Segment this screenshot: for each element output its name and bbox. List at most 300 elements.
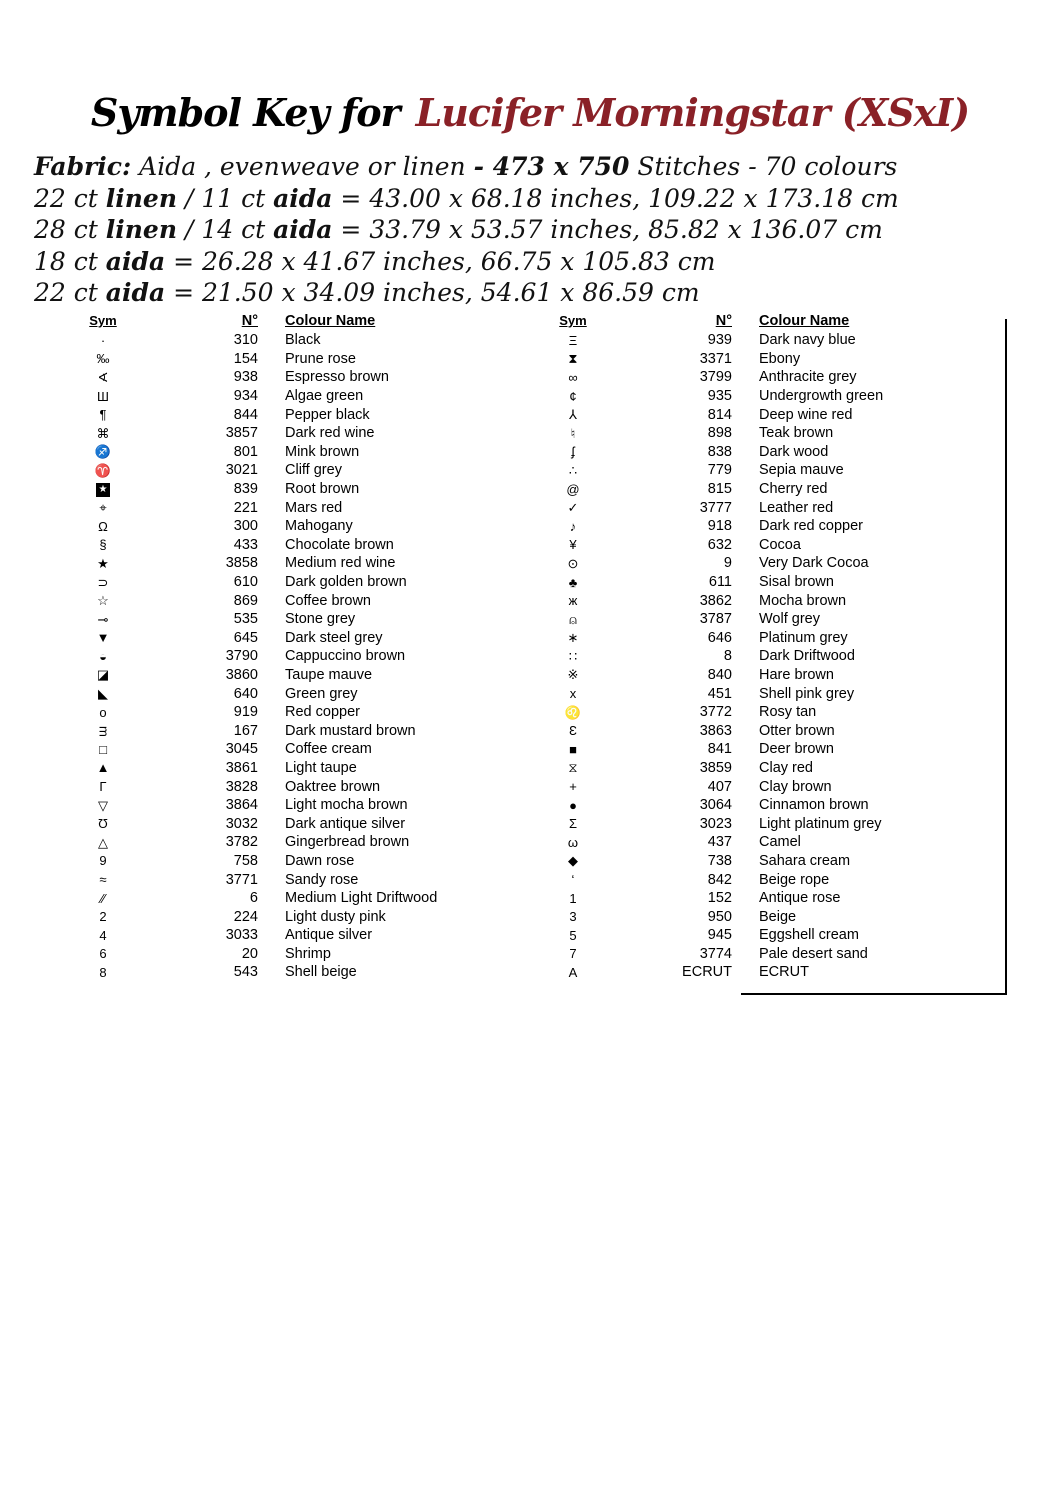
colour-name-cell: Cliff grey [285, 462, 342, 479]
symbol-cell: ✓ [567, 500, 579, 516]
table-row [528, 629, 1010, 648]
table-row [528, 610, 1010, 629]
symbol-cell: ∞ [568, 369, 578, 385]
number-cell: 6 [249, 890, 258, 907]
table-row [528, 424, 1010, 443]
colour-name-cell: Taupe mauve [285, 666, 373, 683]
symbol-cell: ※ [567, 667, 579, 683]
number-cell: 3859 [699, 759, 732, 776]
number-cell: 945 [707, 927, 732, 944]
number-cell: 611 [708, 574, 732, 591]
table-row [58, 405, 510, 424]
colour-name-cell: Espresso brown [285, 369, 389, 386]
fabric-line-summary [34, 151, 899, 183]
symbol-cell: ‘ [571, 872, 575, 888]
table-row [528, 852, 1010, 871]
number-cell: 814 [707, 406, 732, 423]
symbol-cell: ■ [569, 741, 577, 757]
colour-name-cell: Dark mustard brown [285, 722, 416, 739]
number-cell: 758 [233, 852, 258, 869]
colour-name-cell: Clay brown [759, 778, 832, 795]
number-cell: 842 [707, 871, 732, 888]
symbol-cell: ◆ [568, 853, 578, 869]
symbol-cell: 8 [99, 964, 107, 980]
symbol-cell: ★ [58, 481, 148, 497]
colour-name-cell: Oaktree brown [285, 778, 381, 795]
table-row [528, 498, 1010, 517]
table-row [528, 368, 1010, 387]
colour-name-cell: Otter brown [759, 722, 835, 739]
number-cell: 844 [233, 406, 258, 423]
table-row [58, 926, 510, 945]
table-row [528, 796, 1010, 815]
number-cell: 3857 [225, 425, 258, 442]
colour-name-cell: Leather red [759, 499, 834, 516]
symbol-cell: 4 [99, 927, 107, 943]
symbol-cell: 6 [99, 946, 107, 962]
table-row [58, 629, 510, 648]
symbol-cell: ¥ [569, 537, 577, 553]
colour-name-cell: Mars red [285, 499, 343, 516]
table-row [58, 424, 510, 443]
symbol-cell: 1 [569, 890, 577, 906]
symbol-cell: △ [98, 834, 108, 850]
table-row [528, 666, 1010, 685]
symbol-cell: Ш [97, 388, 109, 404]
symbol-cell: ☆ [97, 593, 109, 609]
table-row [58, 610, 510, 629]
number-cell: 918 [707, 518, 732, 535]
number-cell: 3782 [225, 834, 258, 851]
number-cell: 898 [707, 425, 732, 442]
symbol-cell: ♈ [94, 462, 112, 478]
colour-name-cell: Cherry red [759, 481, 828, 498]
swatch-column-bottom-border [741, 993, 1007, 995]
page-title-black: Symbol Key for [90, 90, 400, 135]
symbol-cell: ⊸ [97, 611, 109, 627]
symbol-cell: ∢ [97, 369, 109, 385]
colour-name-cell: ECRUT [759, 964, 809, 981]
number-cell: 3045 [225, 741, 258, 758]
symbol-cell: ♮ [570, 425, 576, 441]
colour-name-cell: Clay red [759, 759, 813, 776]
number-cell: 3861 [225, 759, 258, 776]
symbol-cell: ♪ [569, 518, 577, 534]
symbol-cell: 3 [569, 909, 577, 925]
table-row [528, 814, 1010, 833]
table-row [58, 666, 510, 685]
colour-name-cell: Light taupe [285, 759, 357, 776]
number-cell: 535 [233, 611, 258, 628]
number-cell: 3021 [225, 462, 258, 479]
colour-name-cell: Cinnamon brown [759, 797, 869, 814]
table-row [528, 554, 1010, 573]
colour-name-cell: Dark antique silver [285, 815, 406, 832]
text-segment: aida [273, 215, 333, 244]
colour-name-cell: Wolf grey [759, 611, 820, 628]
table-row [528, 963, 1010, 982]
symbol-cell: ♣ [568, 574, 578, 590]
number-cell: 646 [707, 629, 732, 646]
table-row [528, 405, 1010, 424]
table-row [528, 721, 1010, 740]
table-row [528, 331, 1010, 350]
colour-name-cell: Green grey [285, 685, 358, 702]
symbol-cell: ≈ [99, 872, 107, 888]
number-cell: 20 [241, 945, 258, 962]
colour-name-cell: Stone grey [285, 611, 356, 628]
symbol-cell: Σ [568, 816, 578, 832]
text-segment: linen [105, 183, 178, 213]
number-cell: 935 [707, 388, 732, 405]
table-row [528, 945, 1010, 964]
header-number: N° [241, 312, 258, 329]
number-cell: 3864 [225, 797, 258, 814]
table-row [58, 517, 510, 536]
number-cell: 407 [707, 778, 732, 795]
number-cell: 3371 [699, 350, 732, 367]
text-segment: 18 ct [34, 246, 106, 276]
colour-name-cell: Eggshell cream [759, 927, 859, 944]
text-segment: / 11 ct [177, 183, 274, 213]
number-cell: 3771 [225, 871, 258, 888]
number-cell: 3799 [699, 369, 732, 386]
table-row [58, 573, 510, 592]
colour-name-cell: Shell pink grey [759, 685, 855, 702]
symbol-cell: 7 [569, 946, 577, 962]
colour-name-cell: Dark wood [759, 443, 829, 460]
header-colour-name: Colour Name [759, 312, 850, 329]
number-cell: 451 [707, 685, 732, 702]
colour-name-cell: Chocolate brown [285, 536, 394, 553]
symbol-cell: ω [567, 834, 579, 850]
table-row [58, 368, 510, 387]
symbol-cell: Γ [99, 779, 107, 795]
number-cell: 738 [707, 852, 732, 869]
symbol-cell: ‰ [96, 351, 110, 367]
symbol-cell: ⊙ [567, 555, 579, 571]
symbol-cell: ¶ [99, 407, 107, 423]
colour-name-cell: Dark red wine [285, 425, 375, 442]
number-cell: 815 [707, 481, 732, 498]
table-row [58, 814, 510, 833]
symbol-table-right [528, 310, 1010, 982]
colour-name-cell: Dark Driftwood [759, 648, 855, 665]
page-title [0, 90, 1060, 135]
number-cell: 779 [707, 462, 732, 479]
symbol-cell: ♌ [564, 704, 582, 720]
text-segment: Stitches - 70 colours [629, 152, 898, 181]
colour-name-cell: Beige rope [759, 871, 830, 888]
text-segment: 22 ct [34, 183, 106, 213]
symbol-cell: ♐ [94, 444, 112, 460]
table-row [528, 517, 1010, 536]
text-segment: linen [105, 215, 178, 244]
table-row [528, 387, 1010, 406]
symbol-cell: · [100, 332, 106, 348]
symbol-cell: ⌘ [96, 425, 110, 441]
colour-name-cell: Black [285, 332, 321, 349]
colour-name-cell: Dark red copper [759, 518, 863, 535]
colour-name-cell: Teak brown [759, 425, 834, 442]
table-row [528, 870, 1010, 889]
table-row [528, 443, 1010, 462]
number-cell: 934 [233, 388, 258, 405]
table-row [58, 963, 510, 982]
colour-name-cell: Sisal brown [759, 574, 834, 591]
number-cell: 3033 [225, 927, 258, 944]
colour-name-cell: Red copper [285, 704, 360, 721]
symbol-cell: Ʊ [98, 816, 108, 832]
table-row [58, 759, 510, 778]
table-body-right [528, 331, 1010, 982]
symbol-cell: ▽ [98, 797, 108, 813]
table-header-row [528, 310, 1010, 331]
table-row [528, 889, 1010, 908]
symbol-cell: @ [566, 481, 580, 497]
table-row [58, 350, 510, 369]
colour-name-cell: Sepia mauve [759, 462, 844, 479]
colour-name-cell: Light platinum grey [759, 815, 882, 832]
table-row [528, 777, 1010, 796]
symbol-table-left [58, 310, 510, 982]
text-segment: 28 ct [34, 215, 106, 244]
number-cell: 838 [707, 443, 732, 460]
table-row [58, 498, 510, 517]
symbol-cell: ∴ [568, 462, 578, 478]
symbol-cell: ᴟ [99, 723, 107, 739]
table-row [58, 907, 510, 926]
colour-name-cell: Cappuccino brown [285, 648, 406, 665]
text-segment: = 43.00 x 68.18 inches, 109.22 x 173.18 cm [332, 183, 899, 213]
colour-name-cell: Prune rose [285, 350, 356, 367]
table-row [58, 647, 510, 666]
number-cell: 640 [233, 685, 258, 702]
colour-name-cell: Pepper black [285, 406, 370, 423]
symbol-cell: o [99, 704, 107, 720]
number-cell: 310 [233, 332, 258, 349]
table-row [58, 443, 510, 462]
table-row [58, 387, 510, 406]
number-cell: 8 [723, 648, 732, 665]
table-row [58, 554, 510, 573]
number-cell: 3787 [699, 611, 732, 628]
number-cell: 3860 [225, 666, 258, 683]
fabric-line-22ct-aida [34, 277, 899, 309]
table-body-left [58, 331, 510, 982]
colour-name-cell: Coffee brown [285, 592, 371, 609]
table-row [528, 647, 1010, 666]
text-segment: - 473 x 750 [473, 152, 630, 181]
colour-name-cell: Camel [759, 834, 801, 851]
colour-name-cell: Platinum grey [759, 629, 848, 646]
colour-name-cell: Mahogany [285, 518, 353, 535]
symbol-cell: Ω [98, 518, 108, 534]
fabric-info [34, 151, 899, 309]
colour-name-cell: Coffee cream [285, 741, 372, 758]
table-row [528, 833, 1010, 852]
table-row [528, 759, 1010, 778]
table-row [528, 926, 1010, 945]
colour-name-cell: Ebony [759, 350, 801, 367]
table-row [58, 461, 510, 480]
number-cell: 3032 [225, 815, 258, 832]
page-title-pattern-name: Lucifer Morningstar (XSxI) [415, 90, 970, 135]
symbol-cell: Ξ [568, 332, 578, 348]
table-row [528, 740, 1010, 759]
colour-name-cell: Pale desert sand [759, 945, 868, 962]
table-row [528, 350, 1010, 369]
colour-name-cell: Anthracite grey [759, 369, 857, 386]
colour-name-cell: Shrimp [285, 945, 331, 962]
text-segment: aida [105, 246, 166, 276]
colour-name-cell: Sahara cream [759, 852, 851, 869]
symbol-cell: ▼ [96, 630, 110, 646]
symbol-cell: 9 [99, 853, 107, 869]
symbol-cell: ⍝ [569, 611, 577, 627]
table-row [58, 480, 510, 499]
number-cell: 3858 [225, 555, 258, 572]
colour-name-cell: Medium red wine [285, 555, 396, 572]
number-cell: 3862 [699, 592, 732, 609]
table-row [58, 331, 510, 350]
header-number: N° [715, 312, 732, 329]
number-cell: 437 [707, 834, 732, 851]
table-header-row [58, 310, 510, 331]
colour-name-cell: Deer brown [759, 741, 834, 758]
header-sym: Sym [559, 313, 587, 328]
number-cell: 841 [707, 741, 732, 758]
table-row [58, 740, 510, 759]
number-cell: 152 [707, 890, 732, 907]
text-segment: Fabric: [34, 152, 132, 181]
symbol-cell: ⧖ [568, 760, 578, 776]
fabric-line-18ct-aida [34, 246, 899, 278]
table-row [58, 833, 510, 852]
number-cell: 3064 [699, 797, 732, 814]
number-cell: 9 [723, 555, 732, 572]
colour-name-cell: Antique silver [285, 927, 373, 944]
symbol-cell: ∷ [568, 648, 578, 664]
colour-name-cell: Sandy rose [285, 871, 359, 888]
symbol-cell: ◪ [96, 667, 110, 683]
text-segment: = 26.28 x 41.67 inches, 66.75 x 105.83 cm [165, 246, 716, 276]
table-row [58, 591, 510, 610]
colour-name-cell: Mocha brown [759, 592, 847, 609]
header-sym: Sym [89, 313, 117, 328]
number-cell: 3828 [225, 778, 258, 795]
number-cell: 3863 [699, 722, 732, 739]
text-segment: aida [273, 183, 333, 213]
symbol-cell: ◒ [99, 648, 107, 664]
symbol-cell: ★ [97, 555, 109, 571]
table-row [58, 703, 510, 722]
colour-name-cell: Very Dark Cocoa [759, 555, 869, 572]
number-cell: 869 [233, 592, 258, 609]
colour-name-cell: Medium Light Driftwood [285, 890, 438, 907]
symbol-cell: x [569, 686, 577, 702]
symbol-cell: ¢ [569, 388, 577, 404]
symbol-cell: § [99, 537, 107, 553]
number-cell: 154 [233, 350, 258, 367]
symbol-cell: Ɛ [569, 723, 577, 739]
symbol-cell: ʄ [571, 444, 575, 460]
colour-name-cell: Rosy tan [759, 704, 817, 721]
colour-name-cell: Dark golden brown [285, 574, 407, 591]
symbol-cell: ⧗ [568, 351, 578, 367]
symbol-cell: ⅄ [569, 407, 577, 423]
table-row [58, 945, 510, 964]
number-cell: 632 [707, 536, 732, 553]
text-segment: Aida , evenweave or linen [131, 152, 474, 181]
colour-name-cell: Undergrowth green [759, 388, 884, 405]
table-row [58, 684, 510, 703]
text-segment: = 21.50 x 34.09 inches, 54.61 x 86.59 cm [165, 278, 700, 307]
colour-name-cell: Dark navy blue [759, 332, 856, 349]
table-row [58, 721, 510, 740]
swatch-column-right-border [1005, 319, 1007, 994]
symbol-cell: + [569, 779, 577, 795]
table-row [528, 480, 1010, 499]
number-cell: 3774 [699, 945, 732, 962]
number-cell: 3023 [699, 815, 732, 832]
number-cell: 543 [233, 964, 258, 981]
text-segment: 22 ct [34, 278, 106, 307]
colour-name-cell: Light mocha brown [285, 797, 408, 814]
table-row [58, 870, 510, 889]
symbol-cell: ● [569, 797, 577, 813]
number-cell: 3772 [699, 704, 732, 721]
number-cell: 839 [233, 481, 258, 498]
colour-name-cell: Hare brown [759, 666, 834, 683]
number-cell: 300 [233, 518, 258, 535]
symbol-cell: ∗ [567, 630, 579, 646]
text-segment: = 33.79 x 53.57 inches, 85.82 x 136.07 cm [332, 215, 883, 244]
colour-name-cell: Root brown [285, 481, 360, 498]
symbol-cell: ⌖ [99, 500, 107, 516]
number-cell: 3790 [225, 648, 258, 665]
colour-name-cell: Algae green [285, 388, 364, 405]
text-segment: / 14 ct [177, 215, 274, 244]
number-cell: 919 [233, 704, 258, 721]
number-cell: 221 [233, 499, 258, 516]
colour-name-cell: Dark steel grey [285, 629, 383, 646]
header-colour-name: Colour Name [285, 312, 376, 329]
table-row [528, 461, 1010, 480]
number-cell: ECRUT [682, 964, 732, 981]
table-row [528, 591, 1010, 610]
table-row [528, 703, 1010, 722]
colour-name-cell: Beige [759, 908, 797, 925]
table-row [58, 889, 510, 908]
symbol-cell: 5 [569, 927, 577, 943]
colour-name-cell: Mink brown [285, 443, 360, 460]
symbol-cell: □ [99, 741, 107, 757]
number-cell: 840 [707, 666, 732, 683]
number-cell: 3777 [699, 499, 732, 516]
table-row [58, 796, 510, 815]
number-cell: 224 [233, 908, 258, 925]
symbol-cell: A [568, 964, 578, 980]
symbol-cell: ⊃ [97, 574, 109, 590]
number-cell: 950 [707, 908, 732, 925]
colour-name-cell: Deep wine red [759, 406, 853, 423]
table-row [528, 573, 1010, 592]
colour-name-cell: Light dusty pink [285, 908, 386, 925]
table-row [528, 536, 1010, 555]
number-cell: 801 [233, 443, 258, 460]
colour-name-cell: Shell beige [285, 964, 357, 981]
